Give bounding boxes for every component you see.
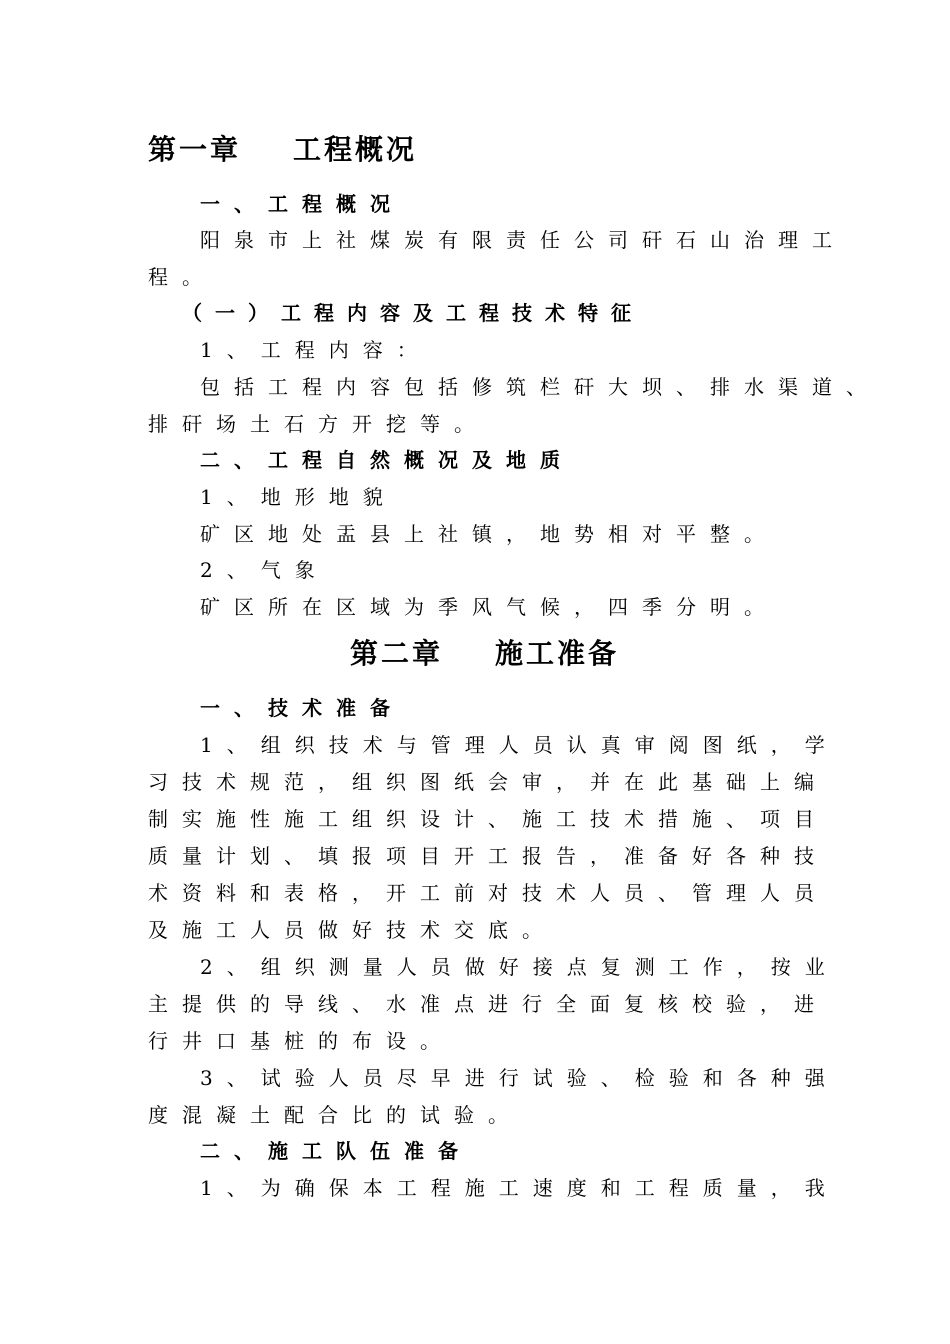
section-heading: 一、工程概况 — [200, 192, 404, 216]
paragraph-line: 及施工人员做好技术交底。 — [148, 918, 556, 942]
chapter-1-heading — [148, 132, 417, 168]
paragraph-line: 2、组织测量人员做好接点复测工作，按业 — [200, 955, 839, 979]
section-heading: 二、施工队伍准备 — [200, 1139, 472, 1163]
paragraph-line: 质量计划、填报项目开工报告，准备好各种技 — [148, 844, 828, 868]
paragraph-line: 术资料和表格，开工前对技术人员、管理人员 — [148, 881, 828, 905]
chapter-1-title: 工程概况 — [293, 133, 418, 166]
item-heading: 1、工程内容： — [200, 338, 431, 362]
subsection-heading: （一）工程内容及工程技术特征 — [182, 301, 644, 325]
chapter-2-number: 第二章 — [350, 637, 444, 670]
paragraph-line: 1、为确保本工程施工速度和工程质量，我 — [200, 1176, 839, 1200]
paragraph-line: 主提供的导线、水准点进行全面复核校验，进 — [148, 992, 828, 1016]
paragraph-line: 制实施性施工组织设计、施工技术措施、项目 — [148, 807, 828, 831]
paragraph-line: 阳泉市上社煤炭有限责任公司矸石山治理工 — [200, 228, 846, 252]
paragraph-line: 矿区地处盂县上社镇，地势相对平整。 — [200, 522, 778, 546]
paragraph-line: 行井口基桩的布设。 — [148, 1029, 454, 1053]
paragraph-line: 习技术规范，组织图纸会审，并在此基础上编 — [148, 770, 828, 794]
chapter-2-heading — [350, 636, 619, 672]
paragraph-line: 度混凝土配合比的试验。 — [148, 1103, 522, 1127]
paragraph-line: 矿区所在区域为季风气候，四季分明。 — [200, 595, 778, 619]
section-heading: 一、技术准备 — [200, 696, 404, 720]
item-heading: 2、气象 — [200, 558, 329, 582]
paragraph-line: 3、试验人员尽早进行试验、检验和各种强 — [200, 1066, 839, 1090]
chapter-1-number: 第一章 — [148, 133, 242, 166]
paragraph-line: 排矸场土石方开挖等。 — [148, 412, 488, 436]
chapter-2-title: 施工准备 — [495, 637, 620, 670]
paragraph-line: 程。 — [148, 265, 216, 289]
paragraph-line: 1、组织技术与管理人员认真审阅图纸，学 — [200, 733, 839, 757]
section-heading: 二、工程自然概况及地质 — [200, 448, 574, 472]
item-heading: 1、地形地貌 — [200, 485, 397, 509]
paragraph-line: 包括工程内容包括修筑栏矸大坝、排水渠道、 — [200, 375, 880, 399]
